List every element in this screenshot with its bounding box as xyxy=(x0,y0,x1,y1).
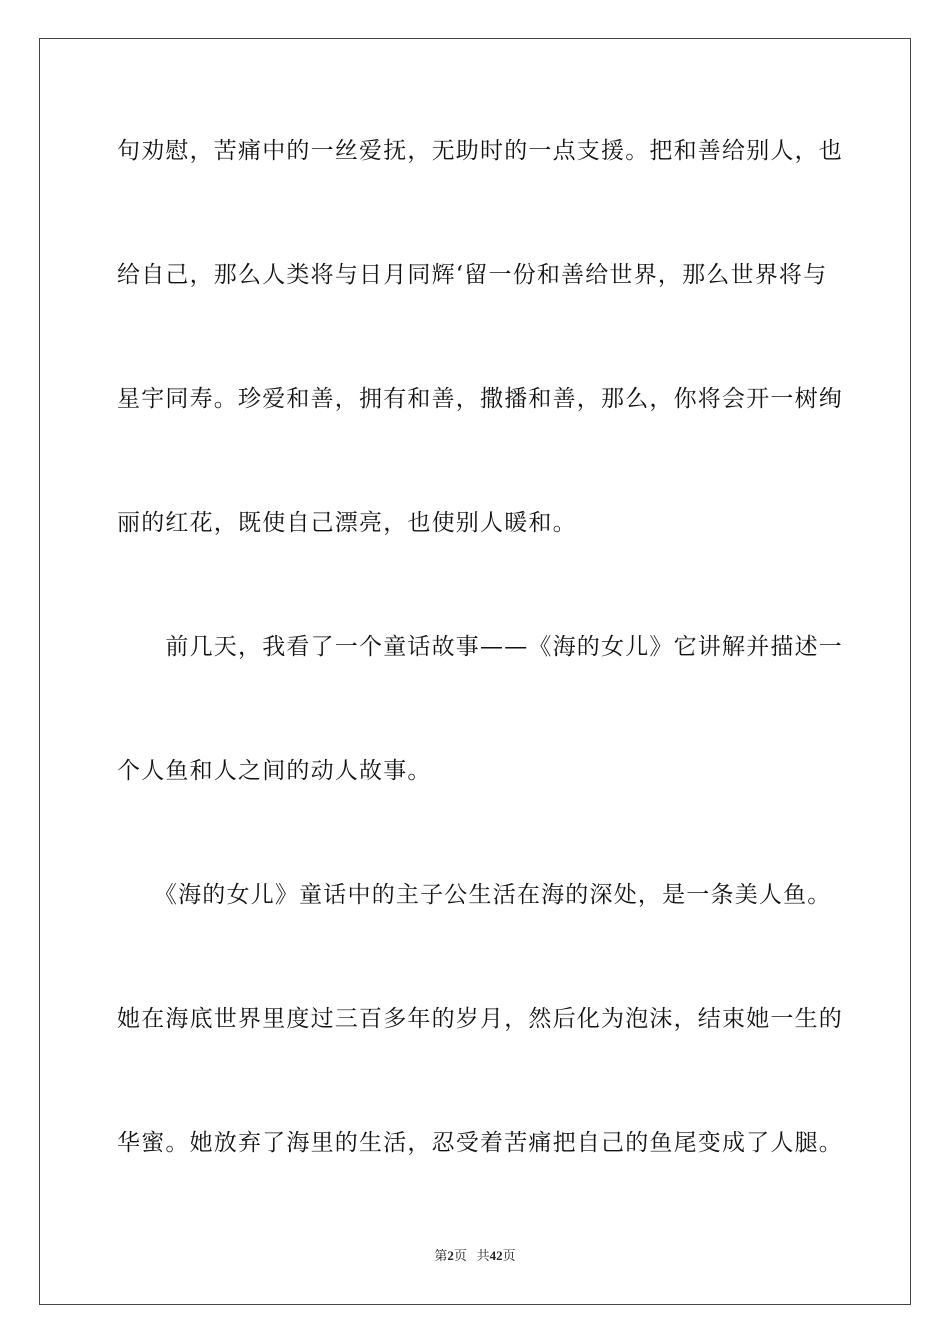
body-text-line: 句劝慰，苦痛中的一丝爱抚，无助时的一点支援。把和善给别人，也 xyxy=(117,138,843,164)
page-border xyxy=(39,38,911,1305)
body-text-line: 给自己，那么人类将与日月同辉‘留一份和善给世界，那么世界将与 xyxy=(117,262,828,288)
total-pages: 42 xyxy=(489,1248,503,1263)
page-footer xyxy=(0,1247,950,1265)
body-text-line: 星宇同寿。珍爱和善，拥有和善，撒播和善，那么，你将会开一树绚 xyxy=(117,386,843,412)
page-number: 2 xyxy=(447,1248,454,1263)
total-suffix: 页 xyxy=(502,1248,516,1263)
body-text-line: 华蜜。她放弃了海里的生活，忍受着苦痛把自己的鱼尾变成了人腿。 xyxy=(117,1130,843,1156)
body-text-line: 她在海底世界里度过三百多年的岁月，然后化为泡沫，结束她一生的 xyxy=(117,1006,843,1032)
body-text-line: 丽的红花，既使自己漂亮，也使别人暖和。 xyxy=(117,510,577,536)
total-prefix: 共 xyxy=(476,1248,490,1263)
paragraph-start-line: 《海的女儿》童话中的主子公生活在海的深处，是一条美人鱼。 xyxy=(117,882,832,908)
paragraph-start-line: 前几天，我看了一个童话故事——《海的女儿》它讲解并描述一 xyxy=(117,634,843,660)
page-suffix: 页 xyxy=(453,1248,467,1263)
page-prefix: 第 xyxy=(434,1248,448,1263)
body-text-line: 个人鱼和人之间的动人故事。 xyxy=(117,758,432,784)
